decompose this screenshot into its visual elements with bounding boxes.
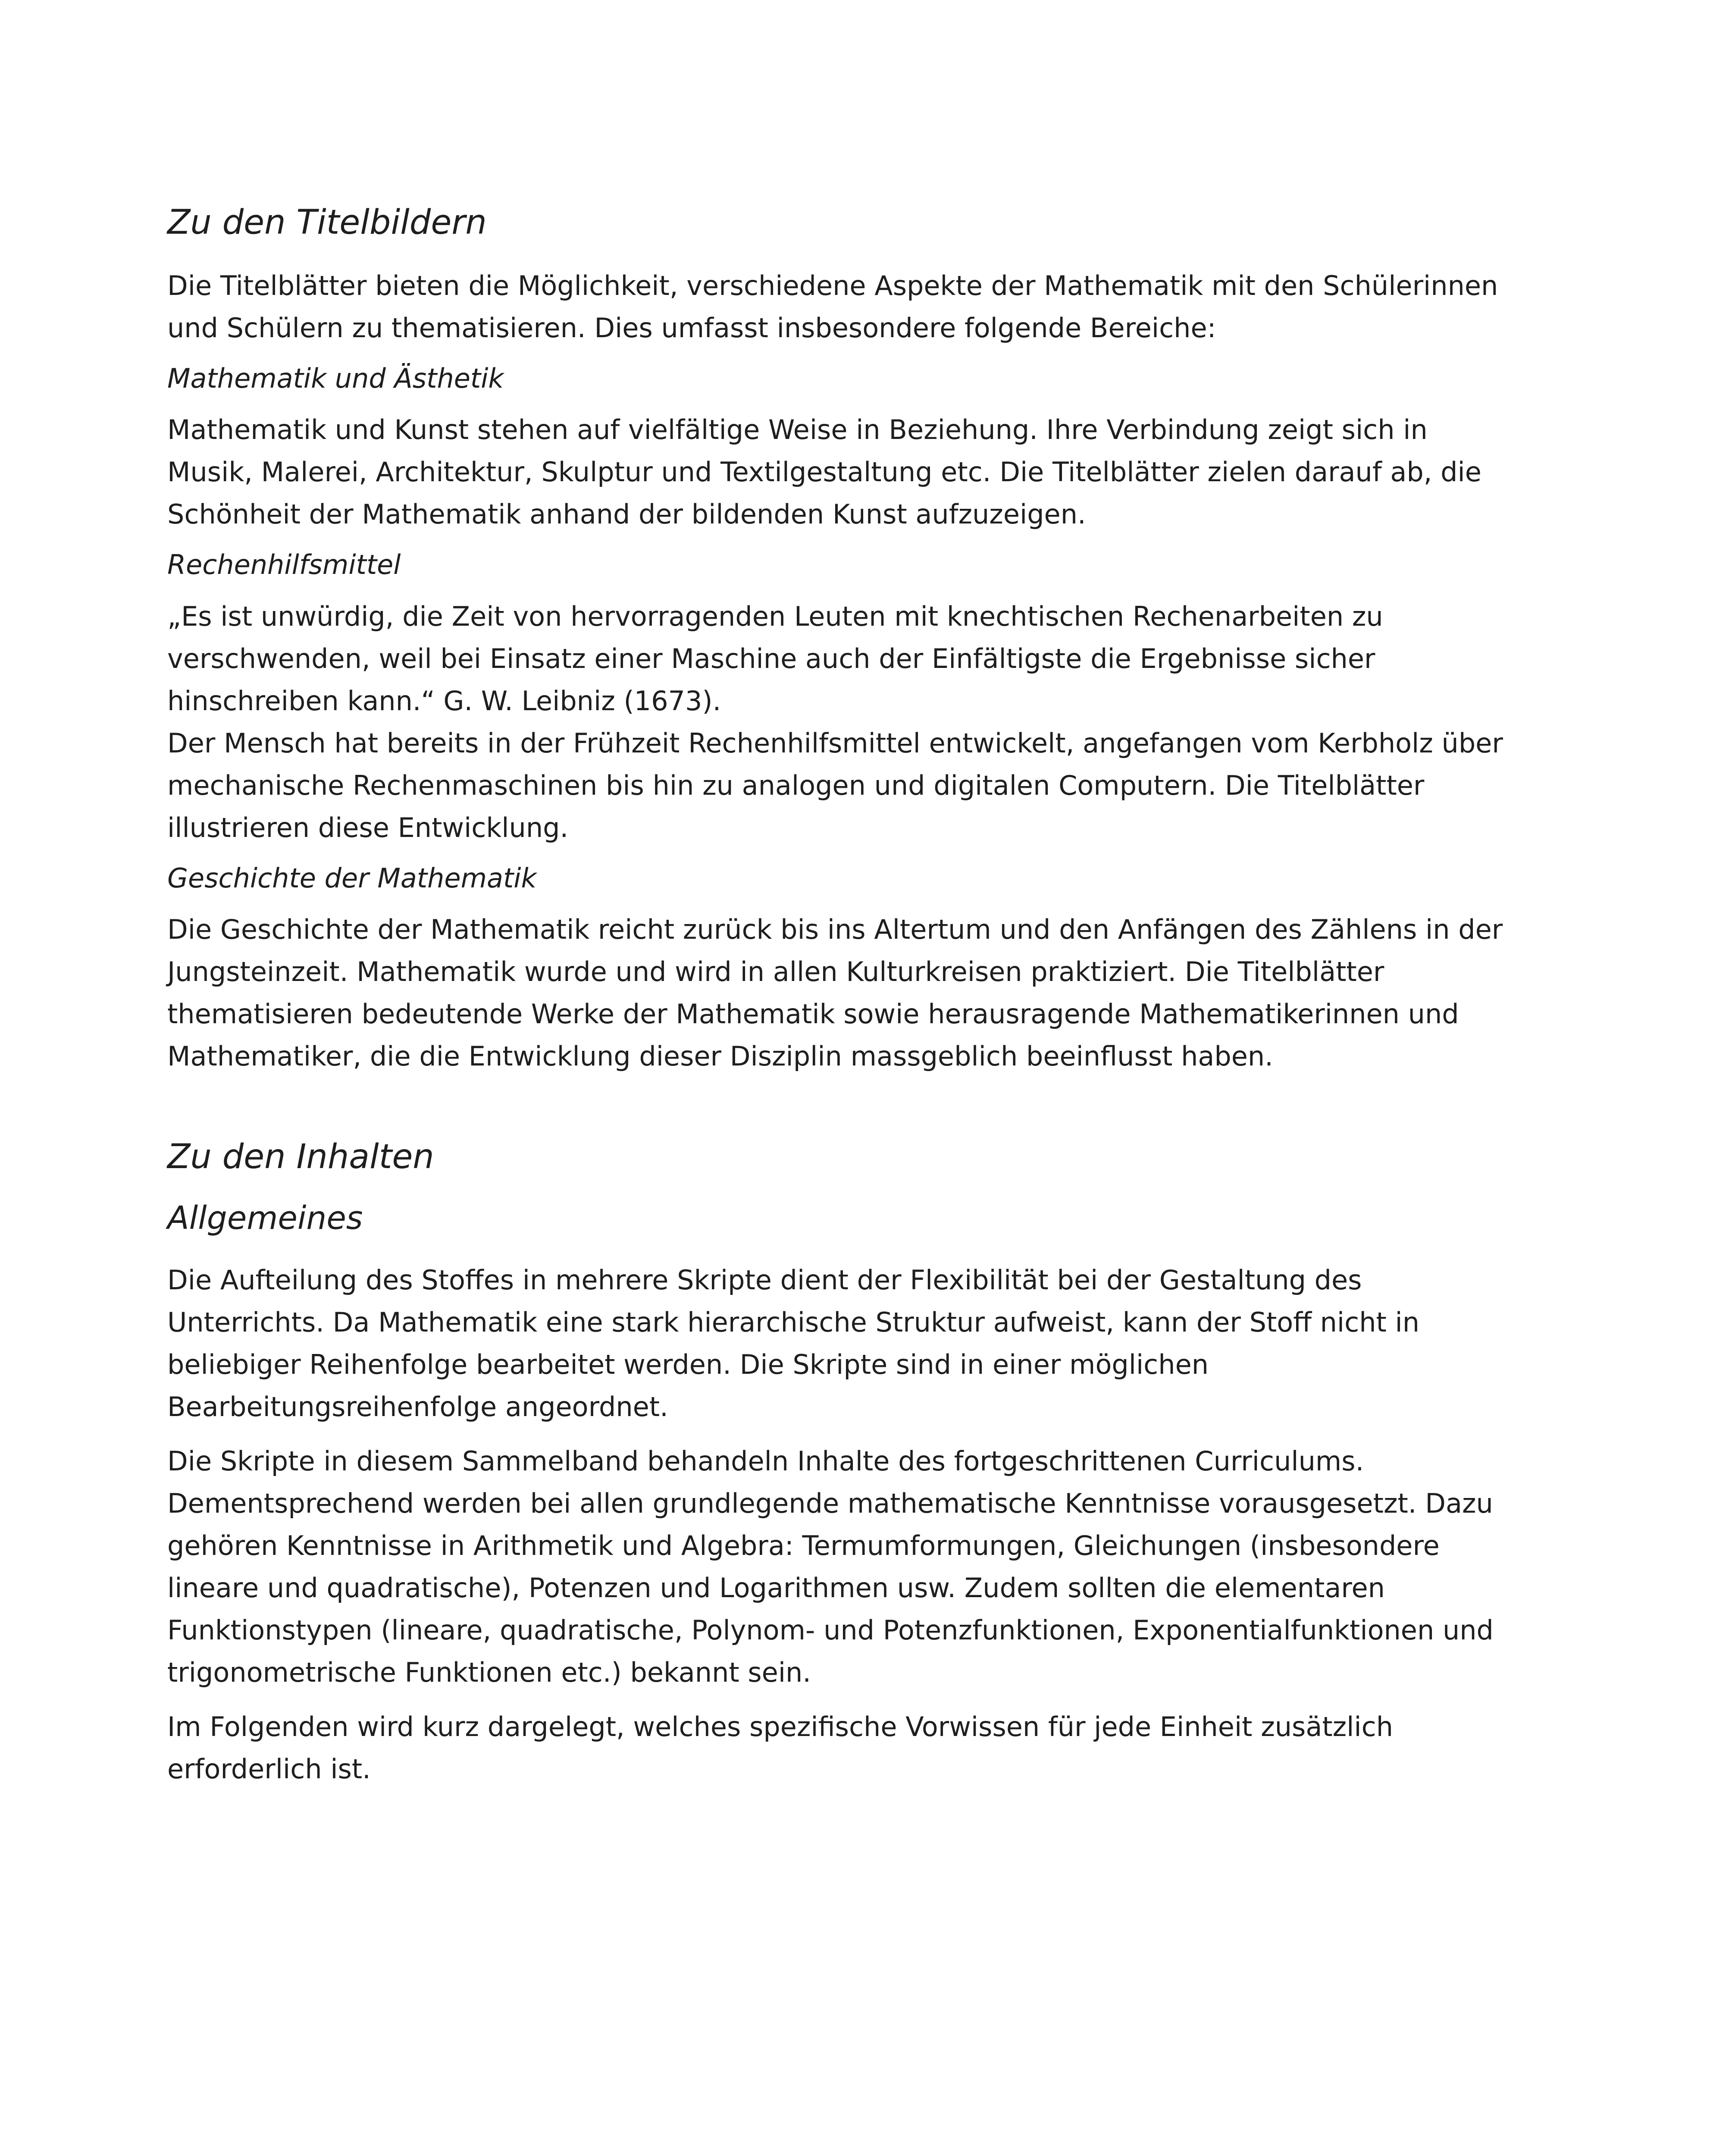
section-heading-titelbilder: Zu den Titelbildern	[167, 203, 487, 242]
leibniz-quote: „Es ist unwürdig, die Zeit von hervorragenden Leuten mit knechtischen Rechenarbeiten zu verschwenden, weil bei Einsatz einer Maschine auch der Einfältigste die Ergebnisse sicher hinschreiben kann.“ G. W. Leibniz (1673).	[167, 600, 1383, 717]
section-heading-inhalte: Zu den Inhalten	[167, 1138, 434, 1177]
allgemeines-paragraph-1: Die Aufteilung des Stoffes in mehrere Skripte dient der Flexibilität bei der Gestaltung des Unterrichts. Da Mathematik eine stark hierarchische Struktur aufweist, kann der Stoff nicht in beliebiger Reihenfolge bearbeitet werden. Die Skripte sind in einer möglichen Bearbeitungsreihenfolge angeordnet.	[167, 1264, 1420, 1423]
intro-paragraph: Die Titelblätter bieten die Möglichkeit, verschiedene Aspekte der Mathematik mit den Schülerinnen und Schülern zu thematisieren. Dies umfasst insbesondere folgende Bereiche:	[167, 270, 1498, 344]
allgemeines-paragraph-2: Die Skripte in diesem Sammelband behandeln Inhalte des fortgeschrittenen Curriculums. Dementsprechend werden bei allen grundlegende mathematische Kenntnisse vorausgesetzt. Dazu gehören Kenntnisse in Arithmetik und Algebra: Termumformungen, Gleichungen (insbesondere lineare und quadratische), Potenzen und Logarithmen usw. Zudem sollten die elementaren Funktionstypen (lineare, quadratische, Polynom- und Potenzfunktionen, Exponentialfunktionen und trigonometrische Funktionen etc.) bekannt sein.	[167, 1445, 1494, 1688]
aesthetik-paragraph: Mathematik und Kunst stehen auf vielfältige Weise in Beziehung. Ihre Verbindung zeigt sich in Musik, Malerei, Architektur, Skulptur und Textilgestaltung etc. Die Titelblätter zielen darauf ab, die Schönheit der Mathematik anhand der bildenden Kunst aufzuzeigen.	[167, 414, 1481, 530]
section-spacer	[167, 1090, 1513, 1137]
subheading-allgemeines: Allgemeines	[167, 1199, 363, 1237]
allgemeines-paragraph-3: Im Folgenden wird kurz dargelegt, welches spezifische Vorwissen für jede Einheit zusätzlich erforderlich ist.	[167, 1711, 1394, 1785]
subheading-aesthetik: Mathematik und Ästhetik	[167, 362, 504, 394]
rechenhilfsmittel-paragraph: Der Mensch hat bereits in der Frühzeit Rechenhilfsmittel entwickelt, angefangen vom Kerbholz über mechanische Rechenmaschinen bis hin zu analogen und digitalen Computern. Die Titelblätter illustrieren diese Entwicklung.	[167, 727, 1503, 843]
subheading-geschichte: Geschichte der Mathematik	[167, 862, 537, 894]
subheading-rechenhilfsmittel: Rechenhilfsmittel	[167, 549, 401, 581]
geschichte-paragraph: Die Geschichte der Mathematik reicht zurück bis ins Altertum und den Anfängen des Zählens in der Jungsteinzeit. Mathematik wurde und wird in allen Kulturkreisen praktiziert. Die Titelblätter thematisieren bedeutende Werke der Mathematik sowie herausragende Mathematikerinnen und Mathematiker, die die Entwicklung dieser Disziplin massgeblich beeinflusst haben.	[167, 914, 1503, 1072]
page-content	[167, 203, 1513, 1802]
